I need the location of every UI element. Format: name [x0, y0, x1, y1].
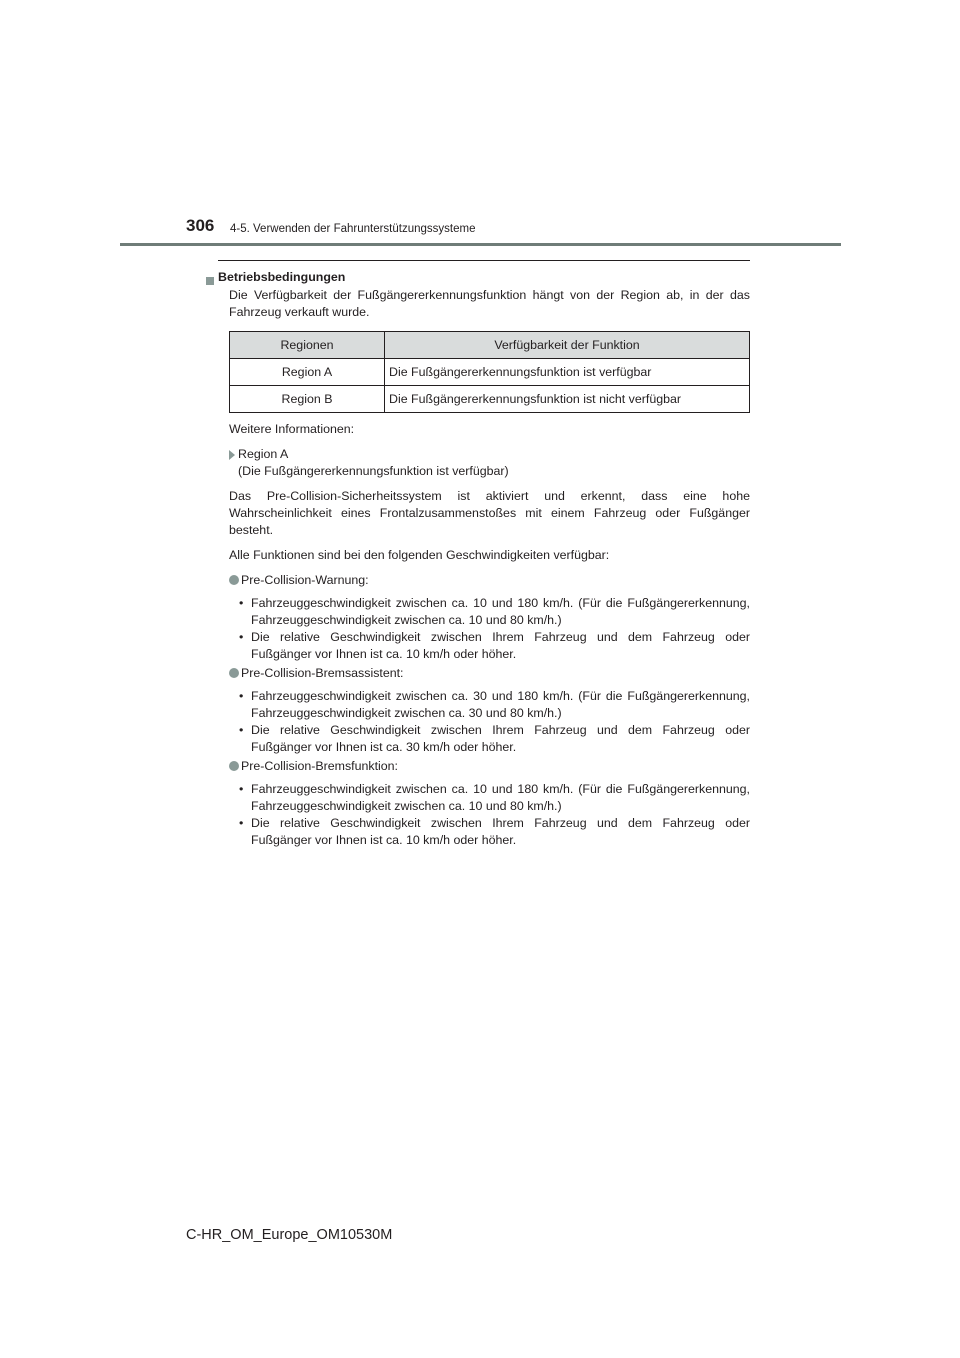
paragraph-speeds: Alle Funktionen sind bei den folgenden Geschwindigkeiten verfügbar:	[229, 548, 610, 562]
bullet-dot-icon: •	[239, 596, 244, 610]
page-number: 306	[186, 216, 215, 235]
content-rule	[218, 260, 750, 261]
list-item	[239, 629, 750, 663]
square-bullet-icon	[206, 277, 214, 285]
header-rule	[120, 243, 841, 246]
region-a-item	[229, 446, 750, 480]
list-item-text: Fahrzeuggeschwindigkeit zwischen ca. 10 und 180 km/h. (Für die Fußgängererkennung, Fahrzeuggeschwindigkeit zwischen ca. 10 und 80 km/h.)	[251, 596, 750, 627]
section-title: 4-5. Verwenden der Fahrunterstützungssysteme	[230, 223, 476, 235]
intro-paragraph: Die Verfügbarkeit der Fußgängererkennungsfunktion hängt von der Region ab, in der das Fahrzeug verkauft wurde.	[229, 288, 750, 319]
circle-bullet-icon	[229, 668, 239, 678]
region-a-title: Region A	[238, 447, 289, 461]
function-brake-list	[239, 781, 750, 849]
bullet-dot-icon: •	[239, 782, 244, 796]
content-area	[218, 269, 750, 851]
bullet-dot-icon: •	[239, 723, 244, 737]
list-item-text: Die relative Geschwindigkeit zwischen Ihrem Fahrzeug und dem Fahrzeug oder Fußgänger vor Ihnen ist ca. 10 km/h oder höher.	[251, 816, 750, 847]
table-header-regions: Regionen	[230, 332, 385, 359]
table-row	[230, 386, 750, 413]
more-info-label: Weitere Informationen:	[229, 422, 355, 436]
region-a-subtitle: (Die Fußgängererkennungsfunktion ist verfügbar)	[238, 464, 509, 478]
list-item	[239, 688, 750, 722]
table-header-availability: Verfügbarkeit der Funktion	[385, 332, 750, 359]
list-item-text: Fahrzeuggeschwindigkeit zwischen ca. 30 und 180 km/h. (Für die Fußgängererkennung, Fahrzeuggeschwindigkeit zwischen ca. 30 und 80 km/h.)	[251, 689, 750, 720]
function-brake-assist-list	[239, 688, 750, 756]
footer-doc-id: C-HR_OM_Europe_OM10530M	[186, 1227, 393, 1243]
heading	[206, 269, 738, 286]
function-brake-assist	[229, 665, 750, 682]
bullet-dot-icon: •	[239, 816, 244, 830]
circle-bullet-icon	[229, 575, 239, 585]
list-item	[239, 781, 750, 815]
function-title: Pre-Collision-Bremsfunktion:	[241, 759, 399, 773]
table-cell: Region A	[230, 359, 385, 386]
bullet-dot-icon: •	[239, 630, 244, 644]
function-warning-list	[239, 595, 750, 663]
table-cell: Region B	[230, 386, 385, 413]
triangle-arrow-icon	[229, 450, 235, 460]
function-title: Pre-Collision-Warnung:	[241, 573, 369, 587]
heading-text: Betriebsbedingungen	[218, 270, 346, 284]
function-title: Pre-Collision-Bremsassistent:	[241, 666, 404, 680]
region-table	[229, 331, 750, 413]
list-item-text: Die relative Geschwindigkeit zwischen Ihrem Fahrzeug und dem Fahrzeug oder Fußgänger vor Ihnen ist ca. 30 km/h oder höher.	[251, 723, 750, 754]
paragraph-activation: Das Pre-Collision-Sicherheitssystem ist aktiviert und erkennt, dass eine hohe Wahrscheinlichkeit eines Frontalzusammenstoßes mit einem Fahrzeug oder Fußgänger besteht.	[229, 489, 750, 537]
list-item	[239, 722, 750, 756]
list-item	[239, 595, 750, 629]
list-item-text: Die relative Geschwindigkeit zwischen Ihrem Fahrzeug und dem Fahrzeug oder Fußgänger vor Ihnen ist ca. 10 km/h oder höher.	[251, 630, 750, 661]
function-warning	[229, 572, 750, 589]
circle-bullet-icon	[229, 761, 239, 771]
list-item	[239, 815, 750, 849]
table-cell: Die Fußgängererkennungsfunktion ist nicht verfügbar	[385, 386, 750, 413]
table-cell: Die Fußgängererkennungsfunktion ist verfügbar	[385, 359, 750, 386]
bullet-dot-icon: •	[239, 689, 244, 703]
table-row	[230, 359, 750, 386]
function-brake	[229, 758, 750, 775]
list-item-text: Fahrzeuggeschwindigkeit zwischen ca. 10 und 180 km/h. (Für die Fußgängererkennung, Fahrzeuggeschwindigkeit zwischen ca. 10 und 80 km/h.)	[251, 782, 750, 813]
